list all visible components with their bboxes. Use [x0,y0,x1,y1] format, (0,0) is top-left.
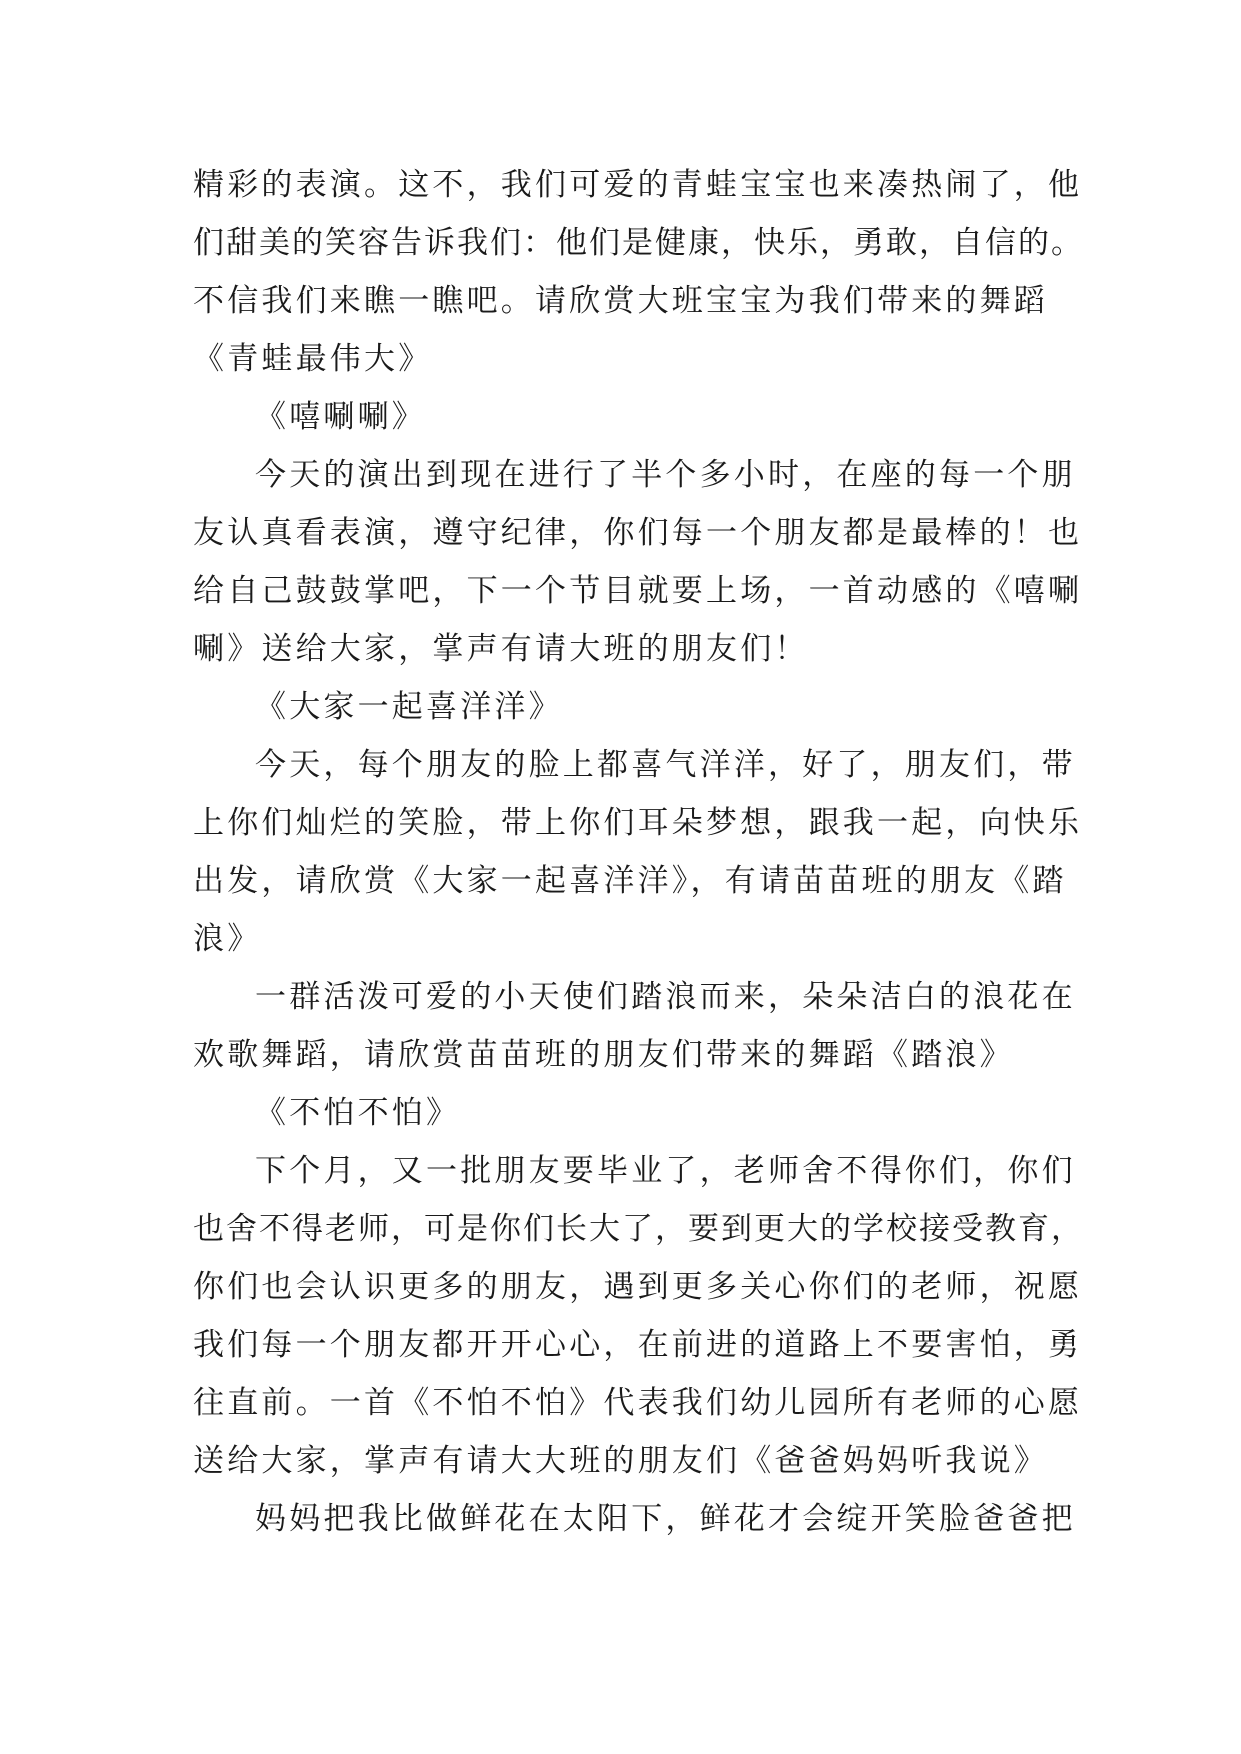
text-line: 妈妈把我比做鲜花在太阳下，鲜花才会绽开笑脸爸爸把 [255,1501,1076,1537]
text-line: 下个月，又一批朋友要毕业了，老师舍不得你们，你们 [255,1153,1076,1189]
text-line: 友认真看表演，遵守纪律，你们每一个朋友都是最棒的！也 [193,515,1083,551]
text-line: 给自己鼓鼓掌吧，下一个节目就要上场，一首动感的《嘻唰 [193,573,1083,609]
text-line: 我们每一个朋友都开开心心，在前进的道路上不要害怕，勇 [193,1327,1083,1363]
text-line: 不信我们来瞧一瞧吧。请欣赏大班宝宝为我们带来的舞蹈 [193,283,1048,319]
text-line: 你们也会认识更多的朋友，遇到更多关心你们的老师，祝愿 [193,1269,1083,1305]
text-line: 欢歌舞蹈，请欣赏苗苗班的朋友们带来的舞蹈《踏浪》 [193,1037,1014,1073]
text-line: 唰》送给大家，掌声有请大班的朋友们！ [193,631,809,667]
text-line: 送给大家，掌声有请大大班的朋友们《爸爸妈妈听我说》 [193,1443,1048,1479]
text-line: 精彩的表演。这不，我们可爱的青蛙宝宝也来凑热闹了，他 [193,167,1083,203]
text-line: 往直前。一首《不怕不怕》代表我们幼儿园所有老师的心愿 [193,1385,1083,1421]
text-line: 今天的演出到现在进行了半个多小时，在座的每一个朋 [255,457,1076,493]
section-heading: 《不怕不怕》 [255,1095,461,1131]
section-heading: 《嘻唰唰》 [255,399,426,435]
text-line: 浪》 [193,921,262,957]
text-line: 们甜美的笑容告诉我们：他们是健康，快乐，勇敢，自信的。 [193,225,1084,261]
text-line: 上你们灿烂的笑脸，带上你们耳朵梦想，跟我一起，向快乐 [193,805,1083,841]
text-line: 出发，请欣赏《大家一起喜洋洋》，有请苗苗班的朋友《踏 [193,863,1067,899]
text-line: 《青蛙最伟大》 [193,341,433,377]
section-heading: 《大家一起喜洋洋》 [255,689,563,725]
text-line: 也舍不得老师，可是你们长大了，要到更大的学校接受教育， [193,1211,1084,1247]
text-line: 今天，每个朋友的脸上都喜气洋洋，好了，朋友们，带 [255,747,1076,783]
text-line: 一群活泼可爱的小天使们踏浪而来，朵朵洁白的浪花在 [255,979,1076,1015]
